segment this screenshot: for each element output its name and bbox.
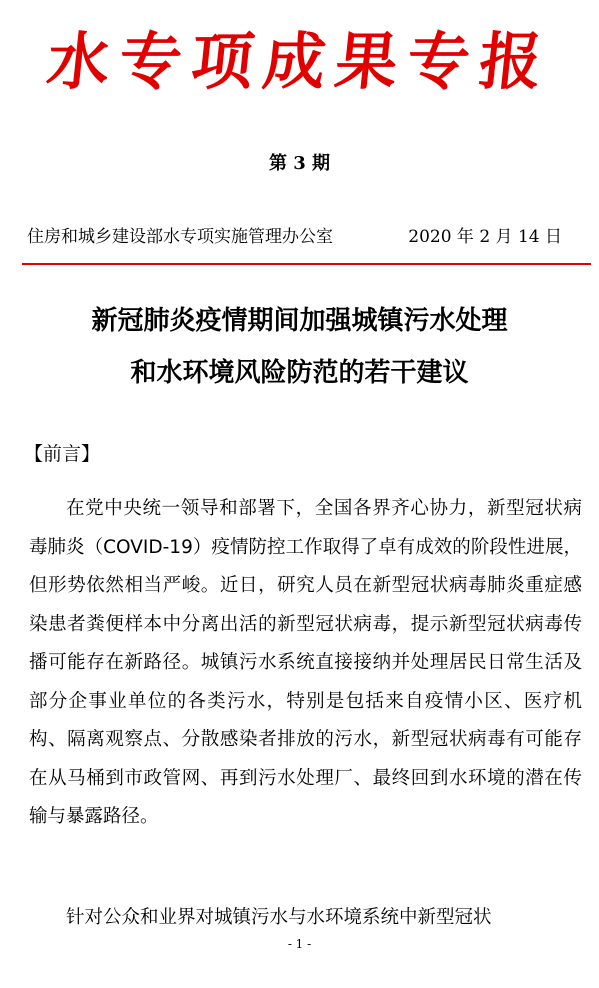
issue-number: 第 3 期 — [268, 153, 331, 174]
red-divider — [22, 263, 591, 265]
body-paragraph: 针对公众和业界对城镇污水与水环境系统中新型冠状 — [66, 907, 492, 928]
issue-date: 2020 年 2 月 14 日 — [408, 227, 562, 247]
body-paragraph: 在党中央统一领导和部署下，全国各界齐心协力，新型冠状病毒肺炎（COVID-19）疫情防控工作取得了卓有成效的阶段性进展，但形势依然相当严峻。近日，研究人员在新型冠状病毒肺炎重症感染患者粪便样本中分离出活的新型冠状病毒，提示新型冠状病毒传播可能存在新路径。城镇污水系统直接接纳并处理居民日常生活及部分企事业单位的各类污水，特别是包括来自疫情小区、医疗机构、隔离观察点、分散感染者排放的污水，新型冠状病毒有可能存在从马桶到市政管网、再到污水处理厂、最终回到水环境的潜在传输与暴露路径。 — [29, 498, 582, 827]
document-title-line-1: 新冠肺炎疫情期间加强城镇污水处理 — [91, 306, 508, 336]
page-number: - 1 - — [287, 937, 312, 951]
issuing-office: 住房和城乡建设部水专项实施管理办公室 — [27, 227, 333, 247]
section-heading: 【前言】 — [24, 443, 101, 465]
document-title-line-2: 和水环境风险防范的若干建议 — [130, 358, 469, 388]
masthead-title: 水专项成果专报 — [43, 25, 556, 98]
issuer-row — [27, 224, 572, 250]
